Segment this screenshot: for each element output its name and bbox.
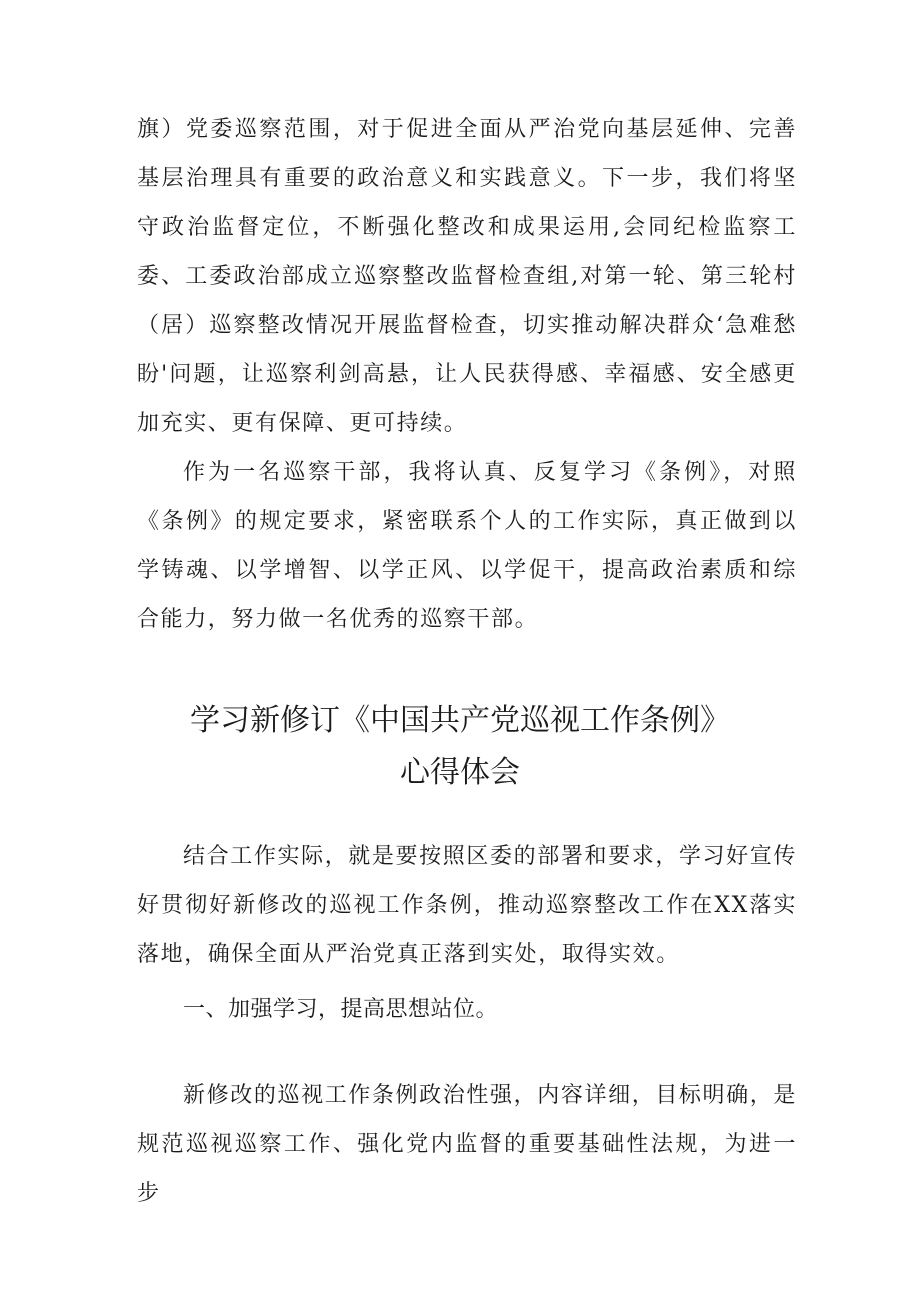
section-heading-1: 一、加强学习，提高思想站位。 (183, 997, 499, 1022)
paragraph-continuation: 旗）党委巡察范围，对于促进全面从严治党向基层延伸、完善基层治理具有重要的政治意义和实践意义。下一步，我们将坚守政治监督定位，不断强化整改和成果运用,会同纪检监察工委、工委政治部成立巡察整改监督检查组,对第一轮、第三轮村（居）巡察整改情况开展监督检查，切实推动解决群众‘急难愁盼'问题，让巡察利剑高悬，让人民获得感、幸福感、安全感更加充实、更有保障、更可持续。 (137, 117, 797, 436)
article-title-line-1: 学习新修订《中国共产党巡视工作条例》 (190, 703, 730, 738)
paragraph-cadre-commitment: 作为一名巡察干部，我将认真、反复学习《条例》，对照《条例》的规定要求，紧密联系个人的工作实际，真正做到以学铸魂、以学增智、以学正风、以学促干，提高政治素质和综合能力，努力做一名优秀的巡察干部。 (137, 460, 797, 632)
paragraph-intro: 结合工作实际，就是要按照区委的部署和要求，学习好宣传好贯彻好新修改的巡视工作条例，推动巡察整改工作在XX落实落地，确保全面从严治党真正落到实处，取得实效。 (137, 844, 797, 967)
paragraph-section-1: 新修改的巡视工作条例政治性强，内容详细，目标明确，是规范巡视巡察工作、强化党内监督的重要基础性法规，为进一步 (137, 1083, 797, 1206)
article-title-line-2: 心得体会 (400, 755, 520, 790)
